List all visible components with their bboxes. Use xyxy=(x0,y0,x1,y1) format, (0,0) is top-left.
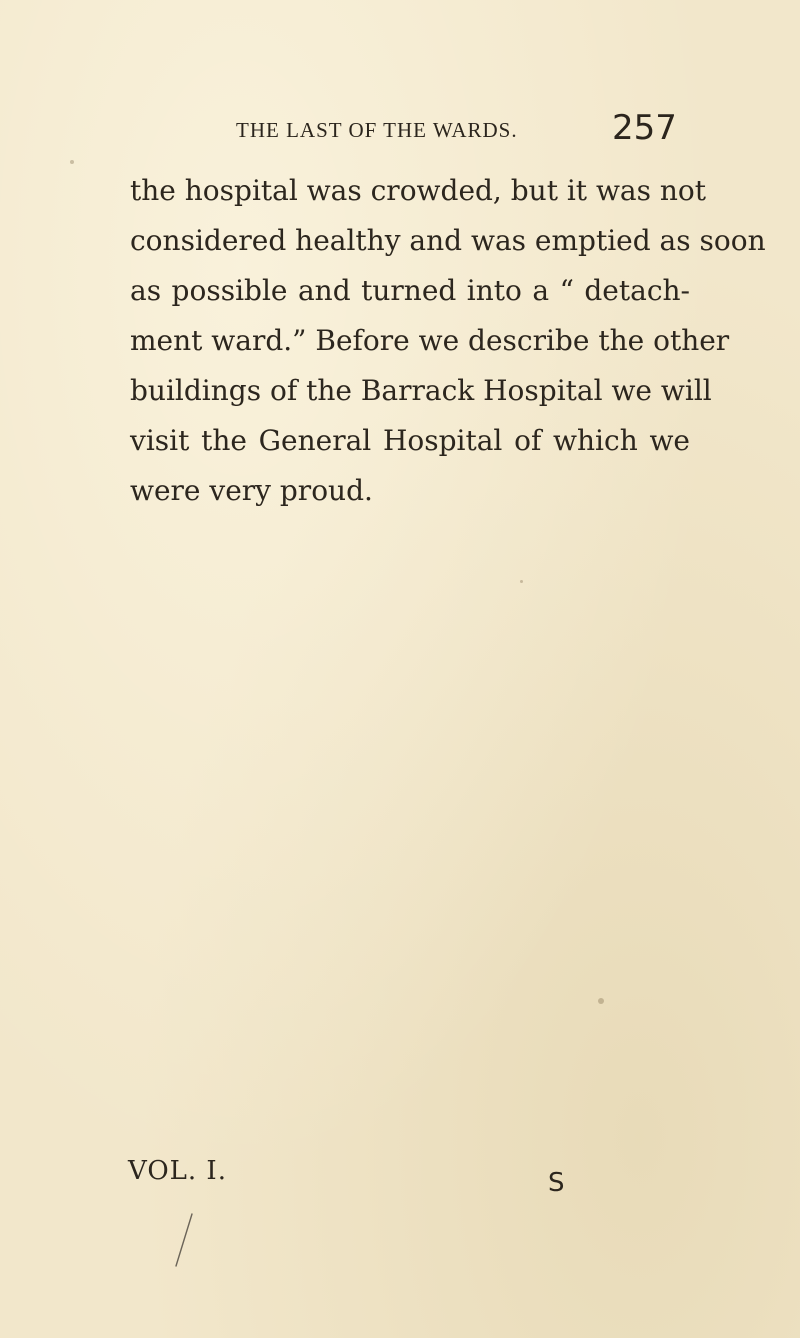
volume-label: VOL. I. xyxy=(128,1156,227,1186)
running-head-title: THE LAST OF THE WARDS. xyxy=(236,118,518,142)
text-line: the hospital was crowded, but it was not xyxy=(130,174,707,207)
paper-speck xyxy=(598,998,604,1004)
body-paragraph xyxy=(130,166,766,516)
text-line: were very proud. xyxy=(130,474,373,507)
text-line: ment ward.” Before we describe the other xyxy=(130,324,730,357)
text-line: buildings of the Barrack Hospital we will xyxy=(130,374,712,407)
signature-letter: S xyxy=(548,1168,565,1198)
text-line: considered healthy and was emptied as soon xyxy=(130,224,766,257)
text-line: as possible and turned into a “ detach- xyxy=(130,274,690,307)
paper-speck xyxy=(70,160,74,164)
pencil-slash-mark xyxy=(172,1210,196,1270)
page-number: 257 xyxy=(612,108,677,148)
text-line: visit the General Hospital of which we xyxy=(130,424,690,457)
paper-speck xyxy=(520,580,523,583)
